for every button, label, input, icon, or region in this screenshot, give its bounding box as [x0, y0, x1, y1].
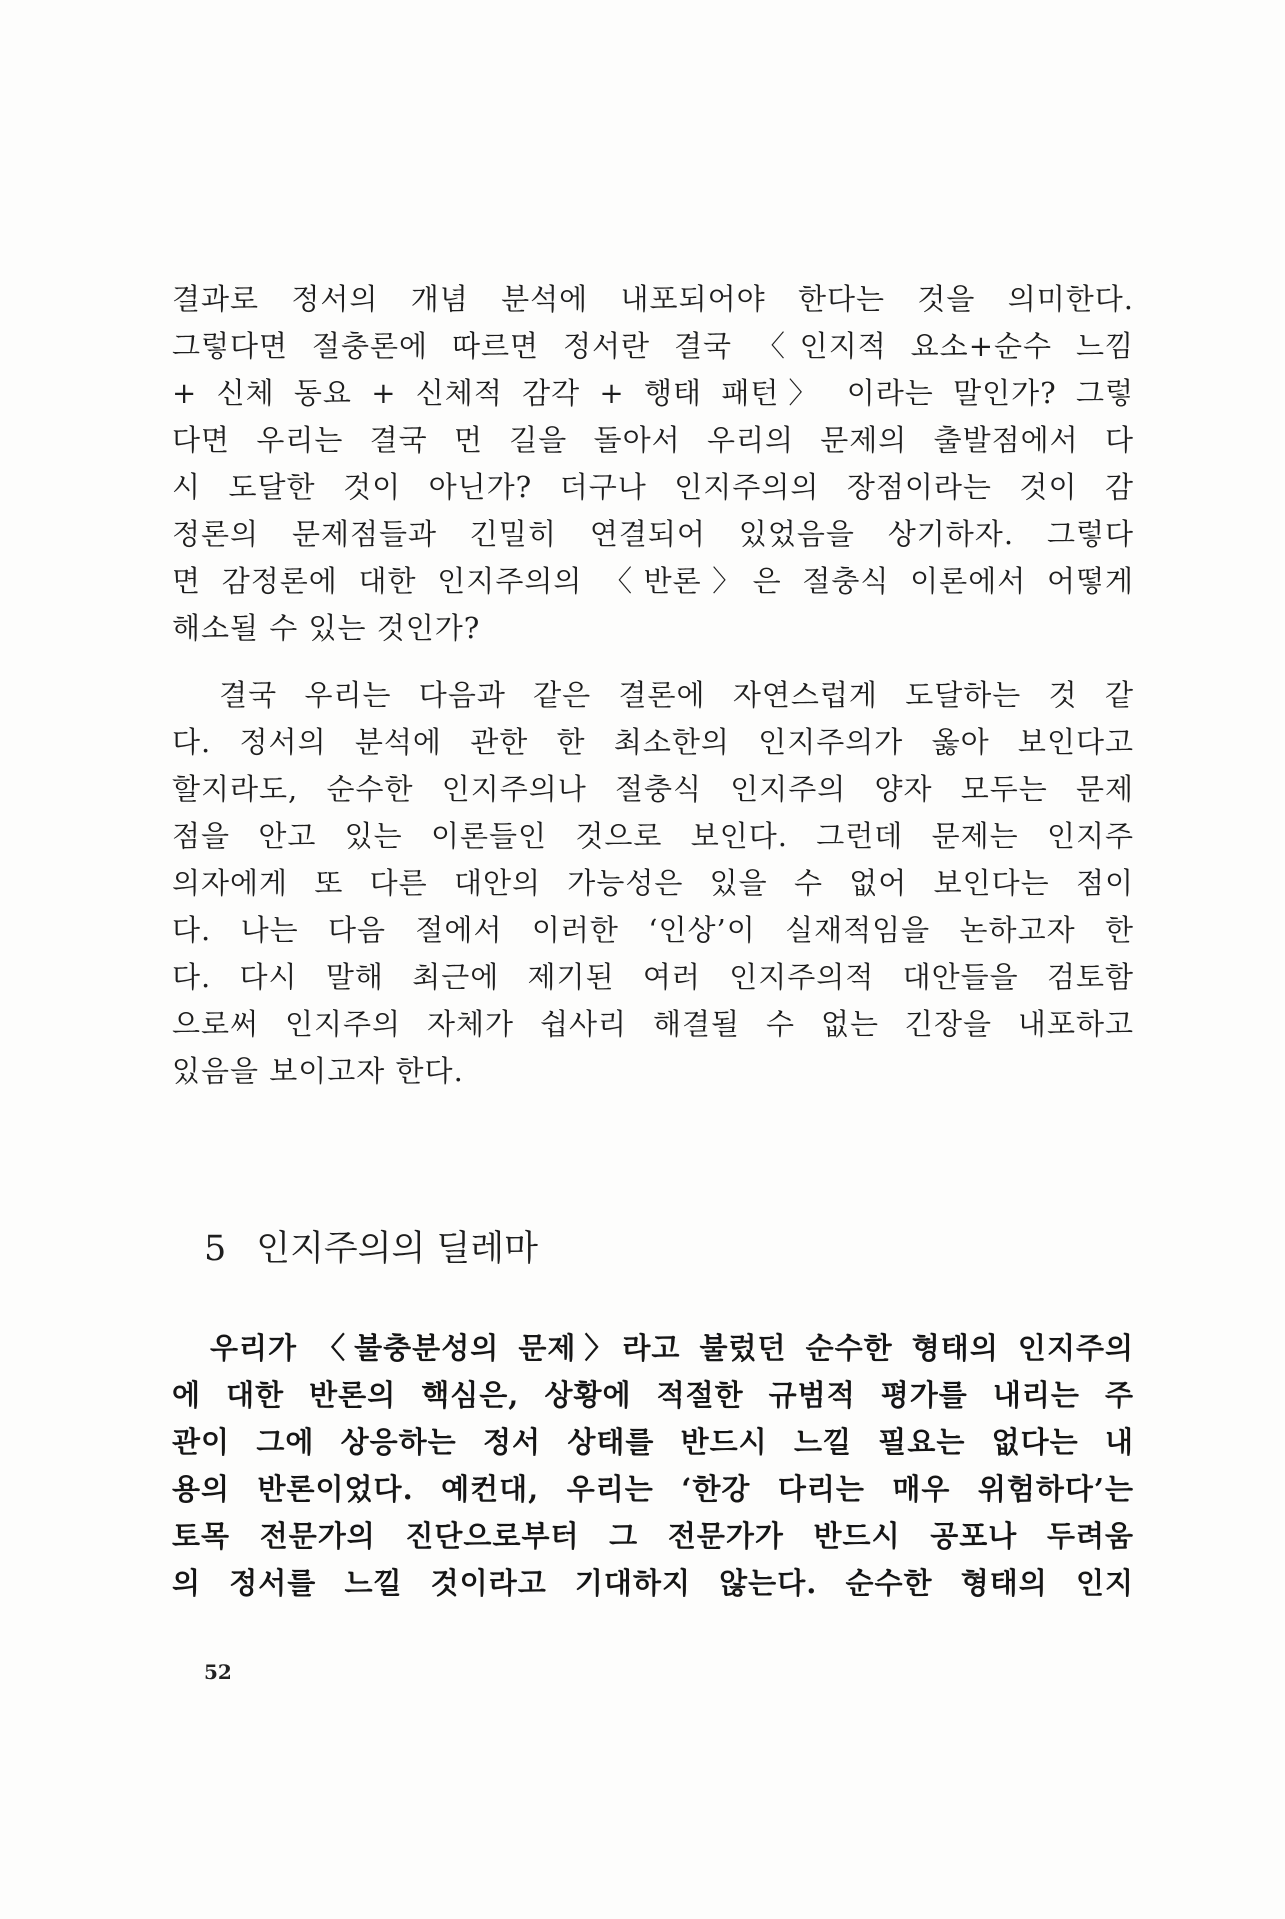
text-line: 결과로 정서의 개념 분석에 내포되어야 한다는 것을 의미한다. — [172, 282, 1134, 316]
text-line: 다. 나는 다음 절에서 이러한 ‘인상’이 실재적임을 논하고자 한 — [172, 913, 1134, 947]
text-line: 우리가 〈불충분성의 문제〉라고 불렀던 순수한 형태의 인지주의 — [172, 1331, 1134, 1365]
text-line: + 신체 동요 + 신체적 감각 + 행태 패턴〉 이라는 말인가? 그렇 — [172, 376, 1134, 410]
text-line: 다. 정서의 분석에 관한 한 최소한의 인지주의가 옳아 보인다고 — [172, 725, 1134, 759]
text-line: 면 감정론에 대한 인지주의의 〈반론〉은 절충식 이론에서 어떻게 — [172, 564, 1134, 598]
text-line: 점을 안고 있는 이론들인 것으로 보인다. 그런데 문제는 인지주 — [172, 819, 1134, 853]
text-line: 의자에게 또 다른 대안의 가능성은 있을 수 없어 보인다는 점이 — [172, 866, 1134, 900]
text-line: 있음을 보이고자 한다. — [172, 1054, 464, 1088]
text-line: 의 정서를 느낄 것이라고 기대하지 않는다. 순수한 형태의 인지 — [172, 1566, 1134, 1600]
text-line: 시 도달한 것이 아닌가? 더구나 인지주의의 장점이라는 것이 감 — [172, 470, 1134, 504]
text-line: 용의 반론이었다. 예컨대, 우리는 ‘한강 다리는 매우 위험하다’는 — [172, 1472, 1134, 1506]
paragraph-3 — [172, 1325, 1134, 1607]
paragraph-1 — [172, 276, 1134, 652]
text-line: 토목 전문가의 진단으로부터 그 전문가가 반드시 공포나 두려움 — [172, 1519, 1134, 1553]
paragraph-2 — [172, 672, 1134, 1095]
text-line: 할지라도, 순수한 인지주의나 절충식 인지주의 양자 모두는 문제 — [172, 772, 1134, 806]
text-line: 다면 우리는 결국 먼 길을 돌아서 우리의 문제의 출발점에서 다 — [172, 423, 1134, 457]
text-line: 그렇다면 절충론에 따르면 정서란 결국 〈인지적 요소+순수 느낌 — [172, 329, 1134, 363]
text-line: 으로써 인지주의 자체가 쉽사리 해결될 수 없는 긴장을 내포하고 — [172, 1007, 1134, 1041]
text-line: 에 대한 반론의 핵심은, 상황에 적절한 규범적 평가를 내리는 주 — [172, 1378, 1134, 1412]
text-line: 결국 우리는 다음과 같은 결론에 자연스럽게 도달하는 것 같 — [172, 678, 1134, 712]
section-heading — [204, 1225, 538, 1273]
text-line: 정론의 문제점들과 긴밀히 연결되어 있었음을 상기하자. 그렇다 — [172, 517, 1134, 551]
section-number: 5 — [204, 1229, 227, 1269]
page-number: 52 — [204, 1660, 232, 1684]
text-line: 관이 그에 상응하는 정서 상태를 반드시 느낄 필요는 없다는 내 — [172, 1425, 1134, 1459]
text-line: 해소될 수 있는 것인가? — [172, 611, 481, 645]
text-line: 다. 다시 말해 최근에 제기된 여러 인지주의적 대안들을 검토함 — [172, 960, 1134, 994]
section-title: 인지주의의 딜레마 — [256, 1229, 538, 1269]
